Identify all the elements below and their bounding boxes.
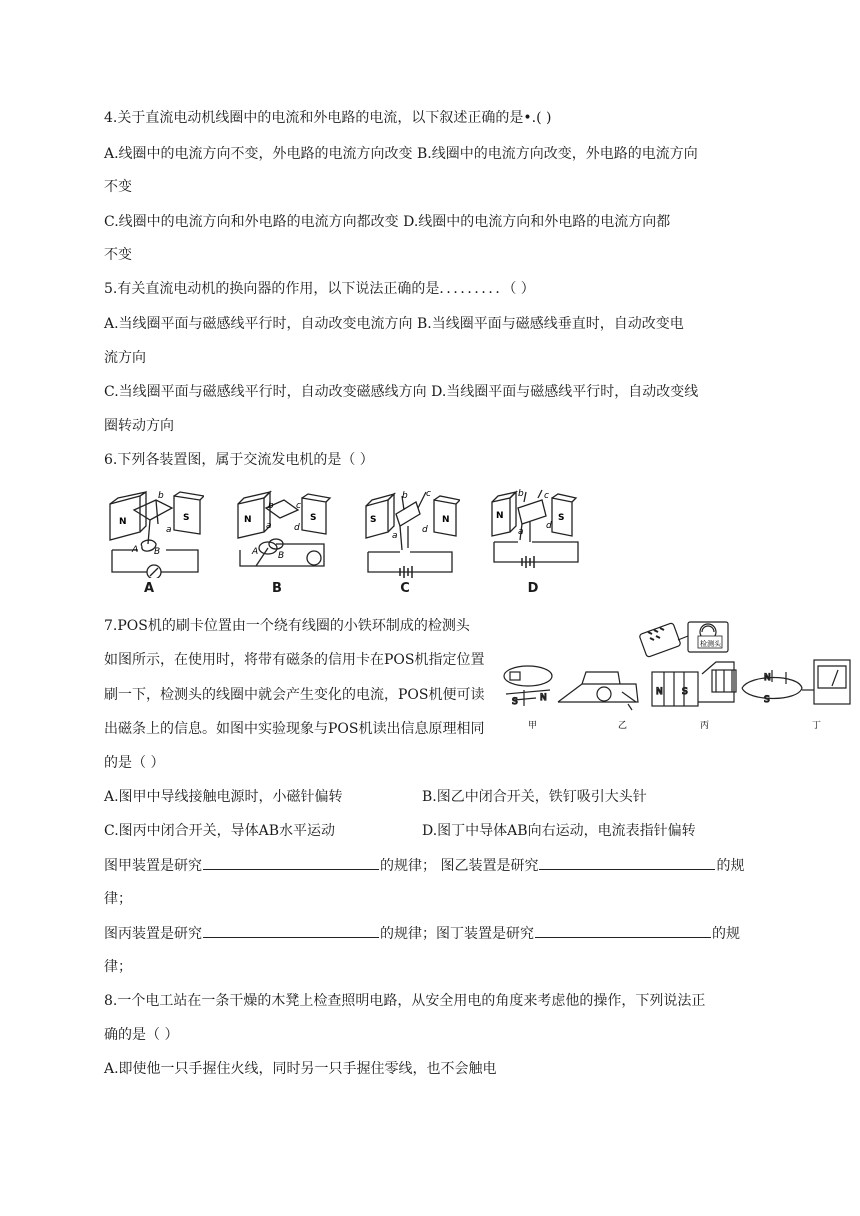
q7-stem-line4: 出磁条上的信息。如图中实验现象与POS机读出信息原理相同	[104, 721, 485, 737]
svg-text:N: N	[496, 511, 504, 521]
q8-stem-line2: 确的是（ ）	[104, 1027, 179, 1043]
q4-option-d-wrap: 不变	[104, 247, 132, 263]
fill-blank-bing[interactable]	[203, 923, 379, 938]
q7-stem-line5: 的是（ ）	[104, 755, 165, 771]
fill-blank-jia[interactable]	[203, 855, 379, 870]
q7-stem-line1: 7.POS机的刷卡位置由一个绕有线圈的小铁环制成的检测头	[104, 618, 470, 634]
q7-fill-line2	[104, 923, 740, 944]
q6-caption-a: A	[143, 581, 155, 596]
svg-text:d: d	[294, 523, 300, 533]
svg-text:b: b	[158, 491, 164, 501]
svg-text:d: d	[546, 521, 552, 531]
q6-figure-row	[104, 486, 584, 596]
svg-text:S: S	[558, 513, 565, 523]
svg-text:S: S	[682, 687, 688, 697]
q4-options-cd: C.线圈中的电流方向和外电路的电流方向都改变 D.线圈中的电流方向和外电路的电流方向都	[104, 214, 671, 230]
q7-figure	[502, 610, 857, 740]
q4-options-ab: A.线圈中的电流方向不变，外电路的电流方向改变 B.线圈中的电流方向改变，外电路的电流方向	[104, 146, 698, 162]
svg-text:d: d	[422, 525, 428, 535]
fill-blank-yi[interactable]	[539, 855, 715, 870]
fill1-middle: 的规律； 图乙装置是研究	[380, 858, 539, 874]
svg-text:S: S	[310, 513, 317, 523]
q5-options-cd: C.当线圈平面与磁感线平行时，自动改变磁感线方向 D.当线圈平面与磁感线平行时，自动改变线	[104, 384, 699, 400]
q6-stem: 6.下列各装置图，属于交流发电机的是（ ）	[104, 452, 374, 468]
svg-text:S: S	[764, 695, 770, 705]
q5-stem: 5.有关直流电动机的换向器的作用，以下说法正确的是．．．．．．．．．（ ）	[104, 281, 535, 297]
q6-figure-c	[360, 486, 460, 596]
svg-text:b: b	[402, 491, 408, 501]
svg-text:N: N	[540, 693, 547, 703]
svg-text:c: c	[426, 489, 431, 499]
svg-text:c: c	[296, 501, 301, 511]
svg-text:N: N	[764, 673, 771, 683]
svg-text:c: c	[544, 491, 549, 501]
motor-diagram-d	[488, 486, 588, 578]
q7-option-a: A.图甲中导线接触电源时，小磁针偏转	[104, 789, 343, 805]
q6-figure-a	[104, 486, 204, 596]
q6-figure-b	[232, 486, 332, 596]
q6-caption-c: C	[400, 581, 410, 596]
fill2-end: 的规	[712, 926, 740, 942]
svg-text:N: N	[656, 687, 663, 697]
svg-text:S: S	[512, 697, 518, 707]
svg-text:a: a	[518, 527, 524, 537]
pos-experiment-diagram	[502, 610, 857, 740]
svg-text:A: A	[252, 547, 259, 557]
svg-text:N: N	[442, 515, 450, 525]
panel-label-ding: 丁	[812, 721, 822, 731]
detector-label: 检测头	[700, 640, 721, 648]
fill2-prefix: 图丙装置是研究	[104, 926, 202, 942]
svg-text:N: N	[244, 515, 252, 525]
panel-label-yi: 乙	[618, 721, 628, 731]
generator-diagram-a	[104, 486, 204, 578]
generator-diagram-b	[232, 486, 332, 578]
q4-stem: 4.关于直流电动机线圈中的电流和外电路的电流，以下叙述正确的是•.( )	[104, 110, 552, 126]
svg-text:S: S	[183, 513, 190, 523]
svg-text:a: a	[166, 525, 172, 535]
fill1-prefix: 图甲装置是研究	[104, 858, 202, 874]
q5-option-d-wrap: 圈转动方向	[104, 418, 174, 434]
svg-text:a: a	[392, 531, 398, 541]
fill2-middle: 的规律；图丁装置是研究	[380, 926, 534, 942]
svg-text:b: b	[268, 501, 274, 511]
q4-option-b-wrap: 不变	[104, 179, 132, 195]
q6-caption-b: B	[272, 581, 282, 596]
q5-option-b-wrap: 流方向	[104, 350, 146, 366]
svg-text:a: a	[266, 521, 272, 531]
svg-text:S: S	[370, 515, 377, 525]
panel-label-jia: 甲	[528, 721, 538, 731]
svg-text:B: B	[278, 551, 285, 561]
fill1-end: 的规	[716, 858, 745, 874]
q8-option-a: A.即使他一只手握住火线，同时另一只手握住零线，也不会触电	[104, 1061, 497, 1077]
q8-stem-line1: 8.一个电工站在一条干燥的木凳上检查照明电路，从安全用电的角度来考虑他的操作，下列说法正	[104, 993, 706, 1009]
q7-option-c: C.图丙中闭合开关，导体AB水平运动	[104, 823, 336, 839]
fill-blank-ding[interactable]	[535, 923, 711, 938]
q7-option-b: B.图乙中闭合开关，铁钉吸引大头针	[422, 789, 647, 805]
q7-stem-line2: 如图所示，在使用时，将带有磁条的信用卡在POS机指定位置	[104, 652, 485, 668]
q7-option-d: D.图丁中导体AB向右运动，电流表指针偏转	[422, 823, 696, 839]
q6-figure-d	[488, 486, 588, 596]
q7-fill-line2-wrap: 律；	[104, 959, 132, 975]
q6-caption-d: D	[527, 581, 539, 596]
q7-stem-line3: 刷一下，检测头的线圈中就会产生变化的电流，POS机便可读	[104, 687, 485, 703]
q7-fill-line1	[104, 855, 744, 876]
svg-text:N: N	[119, 517, 127, 527]
q5-options-ab: A.当线圈平面与磁感线平行时，自动改变电流方向 B.当线圈平面与磁感线垂直时，自动改变电	[104, 316, 684, 332]
svg-text:b: b	[518, 489, 524, 499]
panel-label-bing: 丙	[700, 721, 710, 731]
svg-text:B: B	[154, 547, 161, 557]
svg-text:A: A	[132, 545, 139, 555]
q7-fill-line1-wrap: 律；	[104, 891, 132, 907]
motor-diagram-c	[360, 486, 460, 578]
